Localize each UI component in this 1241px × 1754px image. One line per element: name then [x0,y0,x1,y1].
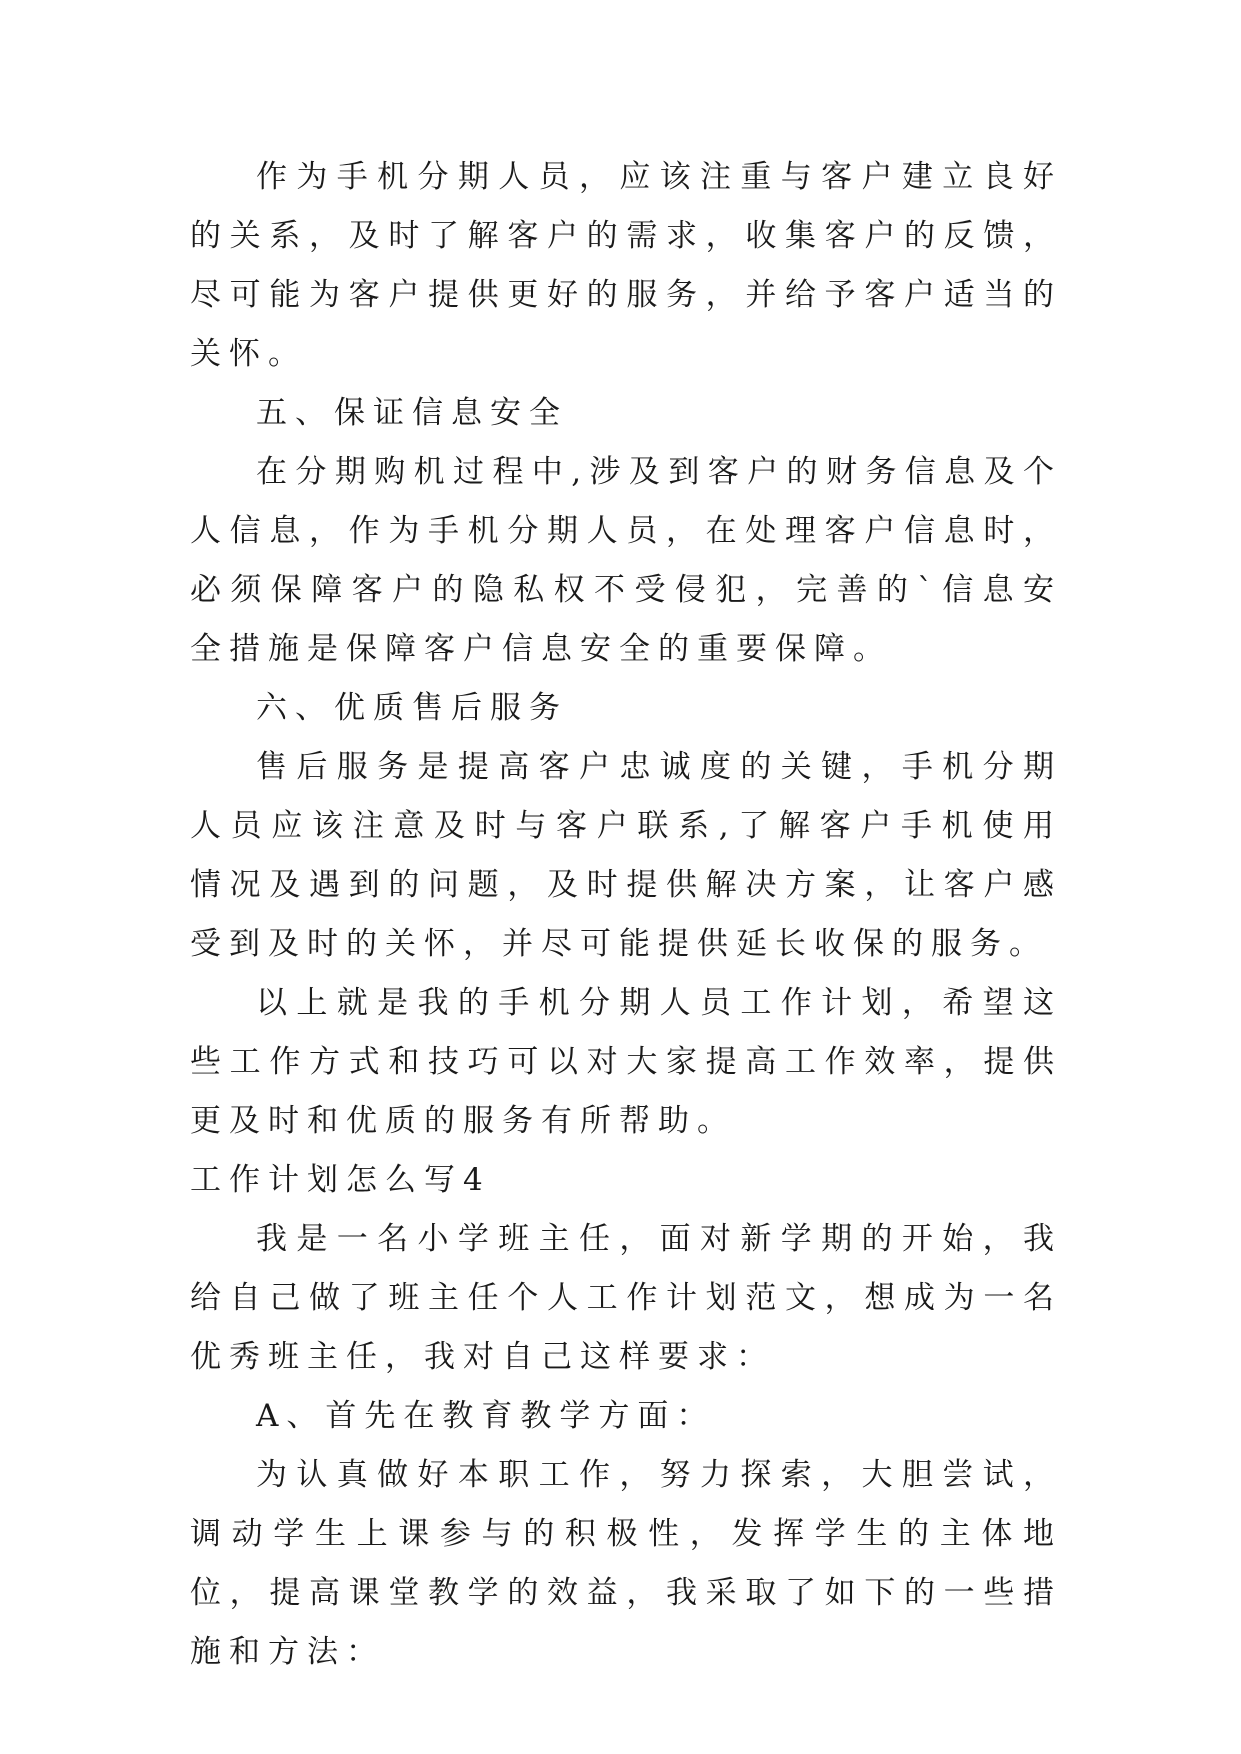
paragraph-customer-relations: 作为手机分期人员，应该注重与客户建立良好的关系，及时了解客户的需求，收集客户的反馈，尽可能为客户提供更好的服务，并给予客户适当的关怀。 [190,159,1062,372]
document-body [190,148,1062,1682]
heading-teaching: A、首先在教育教学方面： [256,1398,716,1434]
section-title-plan-4: 工作计划怎么写4 [190,1162,491,1198]
paragraph-conclusion: 以上就是我的手机分期人员工作计划，希望这些工作方式和技巧可以对大家提高工作效率，提供更及时和优质的服务有所帮助。 [190,985,1062,1139]
paragraph-teacher-intro: 我是一名小学班主任，面对新学期的开始，我给自己做了班主任个人工作计划范文，想成为一名优秀班主任，我对自己这样要求： [190,1221,1062,1375]
paragraph-info-security: 在分期购机过程中,涉及到客户的财务信息及个人信息，作为手机分期人员，在处理客户信息时，必须保障客户的隐私权不受侵犯，完善的`信息安全措施是保障客户信息安全的重要保障。 [190,454,1062,667]
heading-after-sales: 六、优质售后服务 [256,690,568,726]
paragraph-teaching-measures: 为认真做好本职工作，努力探索，大胆尝试，调动学生上课参与的积极性，发挥学生的主体地位，提高课堂教学的效益，我采取了如下的一些措施和方法： [190,1457,1062,1670]
paragraph-after-sales: 售后服务是提高客户忠诚度的关键，手机分期人员应该注意及时与客户联系,了解客户手机使用情况及遇到的问题，及时提供解决方案，让客户感受到及时的关怀，并尽可能提供延长收保的服务。 [190,749,1062,962]
heading-info-security: 五、保证信息安全 [256,395,568,431]
